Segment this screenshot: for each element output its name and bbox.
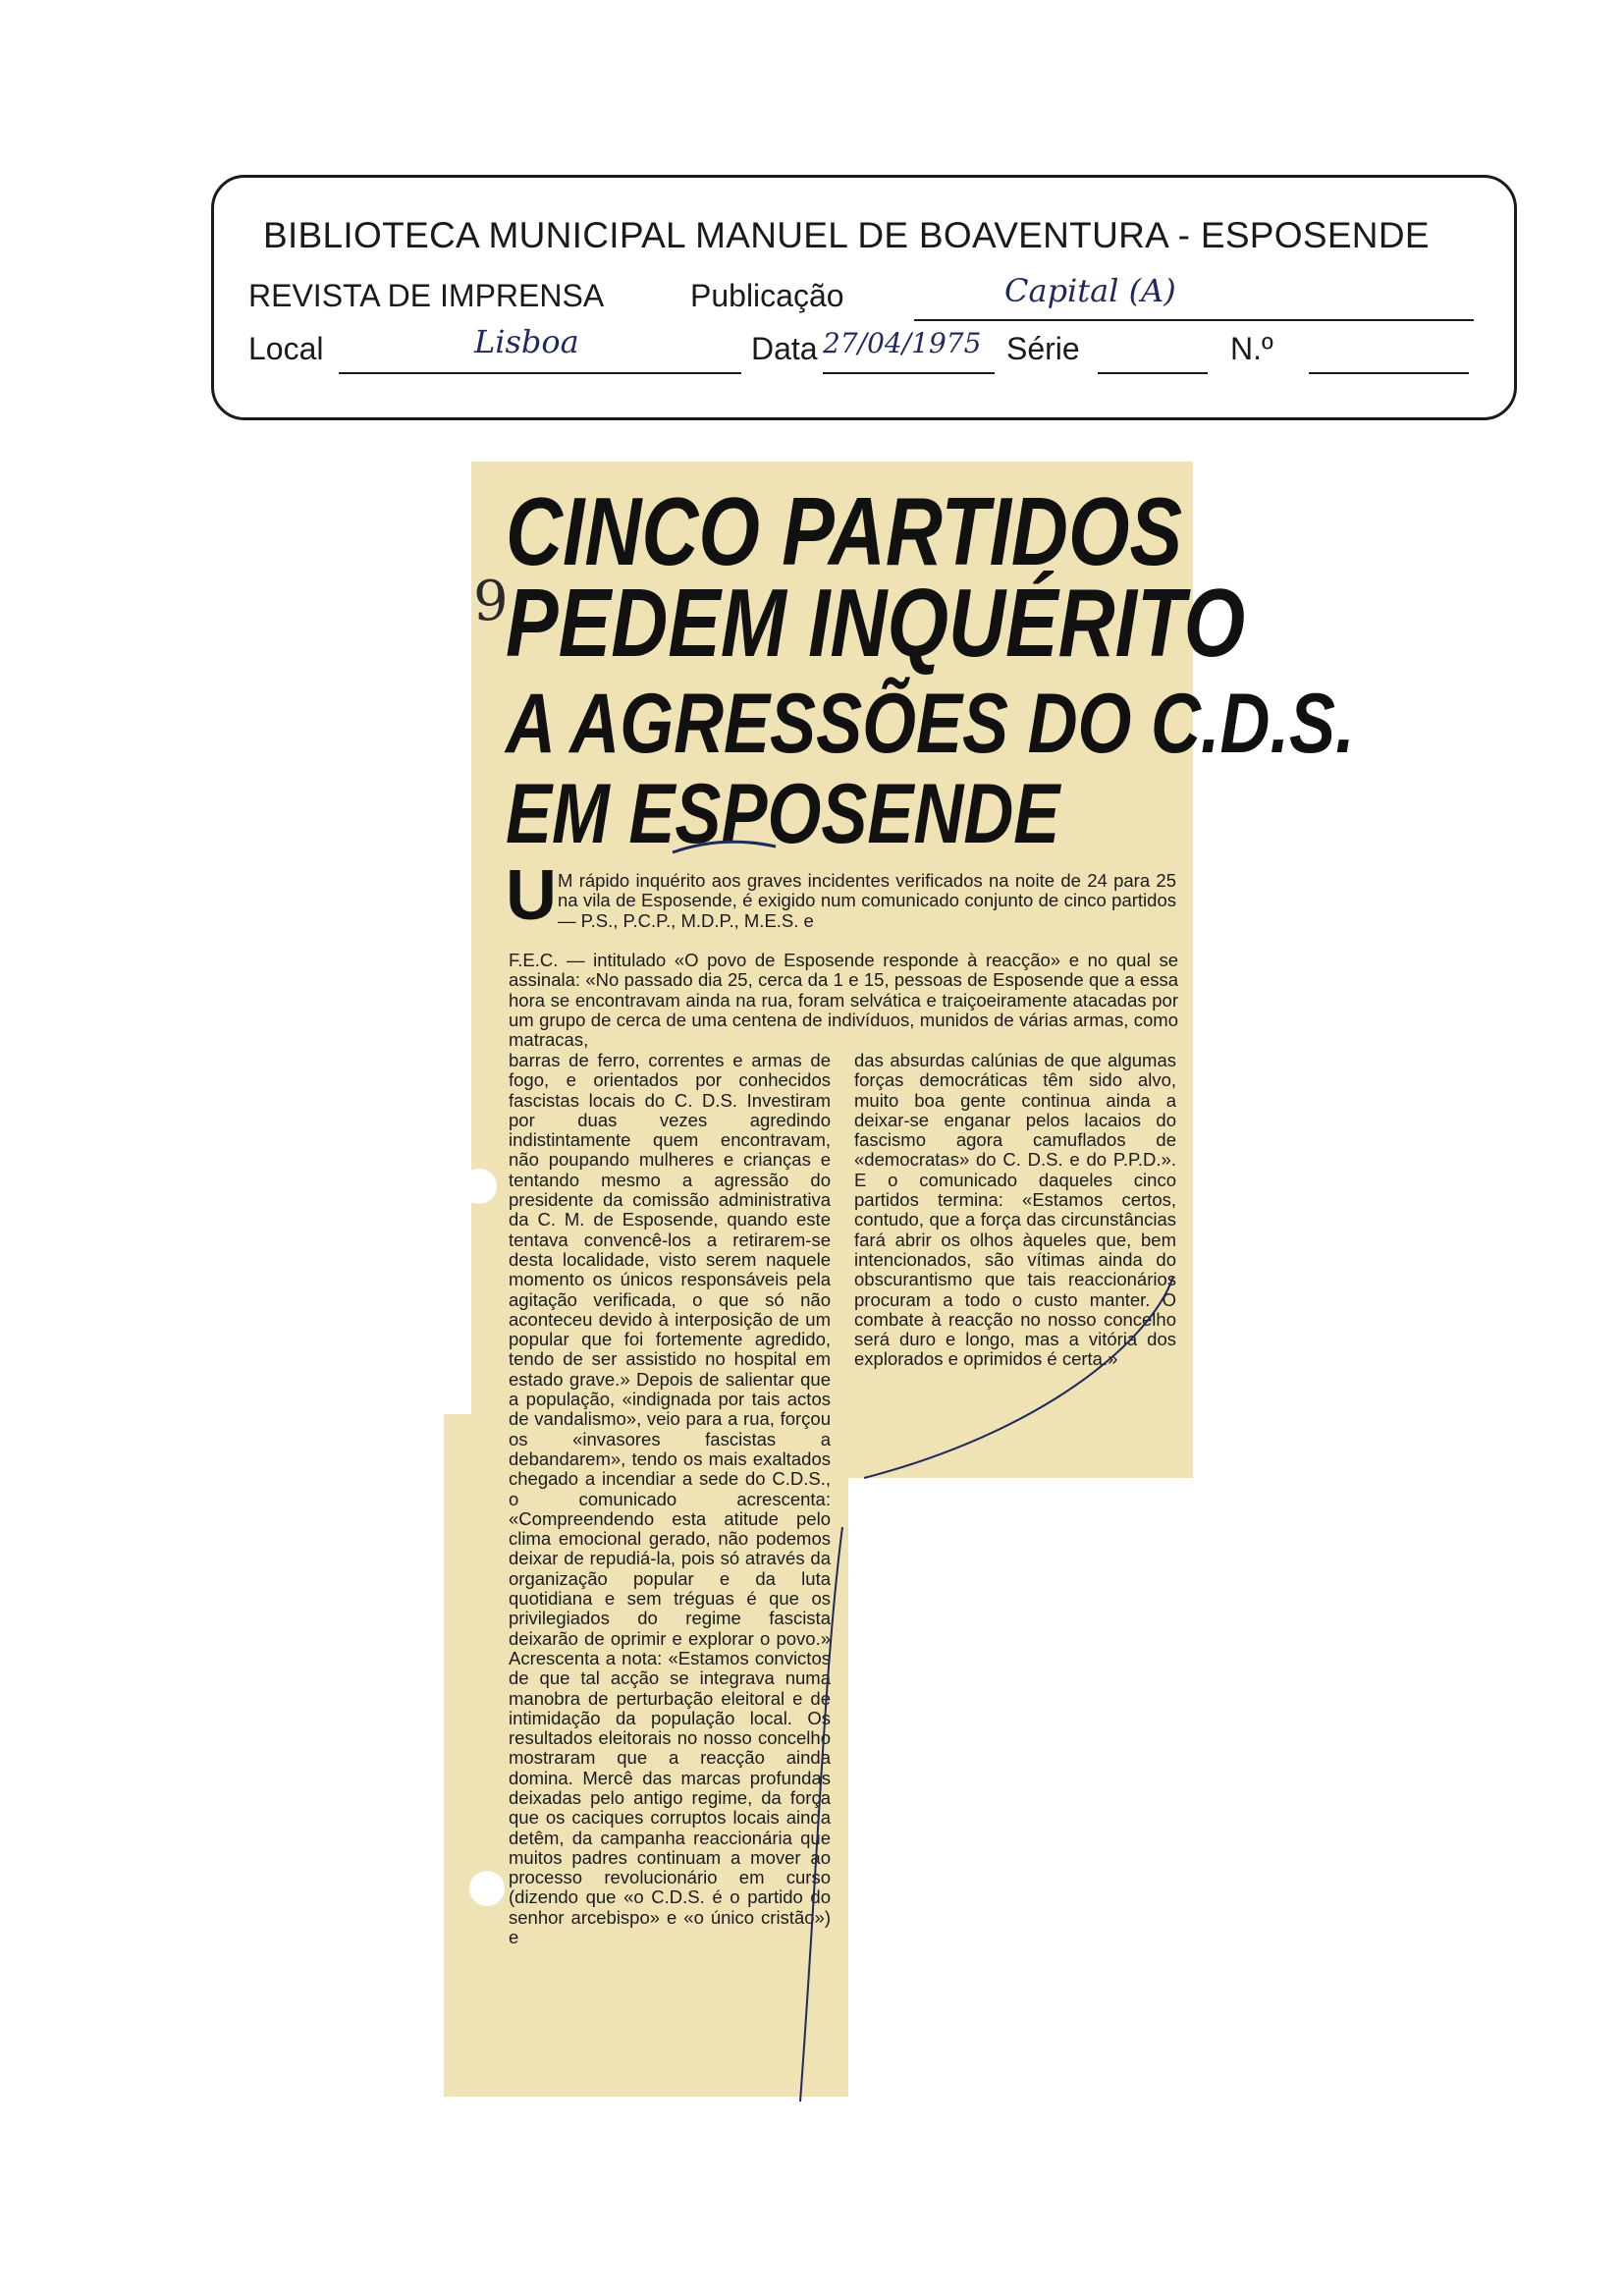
number-line xyxy=(1309,372,1469,374)
publication-label: Publicação xyxy=(690,278,844,313)
margin-number: 9 xyxy=(473,570,509,633)
article-column-2: das absurdas calúnias de que algumas forças democráticas têm sido alvo, muito boa gente continua ainda a deixar-se enganar pelos lacaios do fascismo agora camuflados de «democratas» do C. D.S. e do P.P.D.». E o comunicado daqueles cinco partidos termina: «Estamos certos, contudo, que a força das circunstâncias fará abrir os olhos àqueles que, bem intencionados, são vítimas ainda do obscurantismo que tais reaccionários procuram a todo o custo manter. O combate à reacção no nosso concelho será duro e longo, mas a vitória dos explorados e oprimidos é certa.» xyxy=(854,1050,1176,1370)
publication-value: Capital (A) xyxy=(1004,272,1176,309)
punch-hole-upper xyxy=(461,1169,497,1204)
article-column-1: barras de ferro, correntes e armas de fogo, e orientados por conhecidos fascistas locais do C. D.S. Investiram por duas vezes agredindo indistintamente quem encontravam, não poupando mulheres e crianças e tentando mesmo a agressão do presidente da comissão administrativa da C. M. de Esposende, quando este tentava convencê-los a retirarem-se desta localidade, visto serem naquele momento os únicos responsáveis pela agitação verificada, o que só não aconteceu devido à interposição de um popular que foi fortemente agredido, tendo de ser assistido no hospital em estado grave.» Depois de salientar que a população, «indignada por tais actos de vandalismo», veio para a rua, forçou os «invasores fascistas a debandarem», tendo os mais exaltados chegado a incendiar a sede do C.D.S., o comunicado acrescenta: «Compreendendo esta atitude pelo clima emocional gerado, não podemos deixar de repudiá-la, pois só através da organização popular e da luta quotidiana e sem tréguas é que os privilegiados do regime fascista deixarão de oprimir e explorar o povo.» Acrescenta a nota: «Estamos convictos de que tal acção se integrava numa manobra de perturbação eleitoral e de intimidação da população local. Os resultados eleitorais no nosso concelho mostraram que a reacção ainda domina. Mercê das marcas profundas deixadas pelo antigo regime, da força que os caciques corruptos locais ainda detêm, da campanha reaccionária que muitos padres continuam a mover ao processo revolucionário em curso (dizendo que «o C.D.S. é o partido do senhor arcebispo» e «o único cristão») e xyxy=(509,1050,831,1948)
local-line xyxy=(339,372,741,374)
series-line xyxy=(1098,372,1208,374)
library-name: BIBLIOTECA MUNICIPAL MANUEL DE BOAVENTURA - ESPOSENDE xyxy=(263,215,1430,255)
drop-cap: U xyxy=(506,856,557,935)
punch-hole-lower xyxy=(469,1871,505,1906)
headline-line-2: PEDEM INQUÉRITO xyxy=(506,569,1246,677)
publication-line xyxy=(914,319,1474,321)
number-label: N.º xyxy=(1230,331,1273,366)
headline-line-1: CINCO PARTIDOS xyxy=(506,477,1183,585)
lead-paragraph-2: F.E.C. — intitulado «O povo de Esposende responde à reacção» e no qual se assinala: «No passado dia 25, cerca da 1 e 15, pessoas de Esposende que a essa hora se encontravam ainda na rua, foram selvática e traiçoeiramente atacadas por um grupo de cerca de uma centena de indivíduos, munidos de várias armas, como matracas, xyxy=(509,950,1178,1051)
local-value: Lisboa xyxy=(474,323,579,360)
date-value: 27/04/1975 xyxy=(823,327,982,359)
headline-line-4: EM ESPOSENDE xyxy=(506,767,1060,861)
lead-paragraph-1: M rápido inquérito aos graves incidentes verificados na noite de 24 para 25 na vila de Esposende, é exigido num comunicado conjunto de cinco partidos — P.S., P.C.P., M.D.P., M.E.S. e xyxy=(558,870,1176,931)
library-stamp xyxy=(211,175,1517,420)
local-label: Local xyxy=(248,331,324,366)
headline-line-3: A AGRESSÕES DO C.D.S. xyxy=(506,677,1355,771)
series-label: Série xyxy=(1006,331,1080,366)
date-line xyxy=(823,372,995,374)
date-label: Data xyxy=(751,331,818,366)
section-label: REVISTA DE IMPRENSA xyxy=(248,278,605,313)
